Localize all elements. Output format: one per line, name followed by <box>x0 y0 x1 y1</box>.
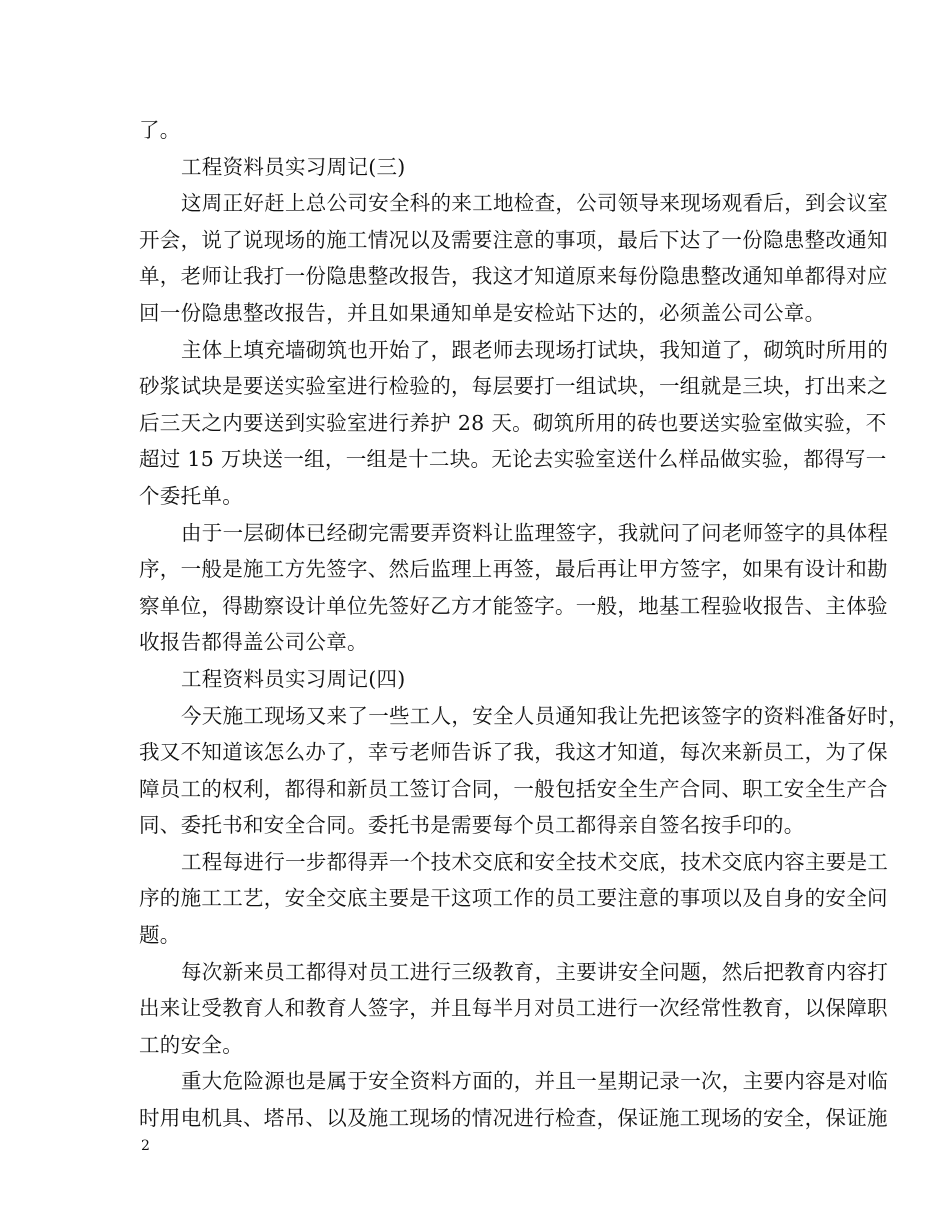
text-line: 了。 <box>139 118 181 142</box>
text-line: 单，老师让我打一份隐患整改报告，我这才知道原来每份隐患整改通知单都得对应 <box>139 264 888 289</box>
text-line: 砂浆试块是要送实验室进行检验的，每层要打一组试块，一组就是三块，打出来之 <box>139 374 888 399</box>
text-line: 察单位，得勘察设计单位先签好乙方才能签字。一般，地基工程验收报告、主体验 <box>139 593 888 618</box>
document-body <box>139 112 909 1137</box>
text-line: 收报告都得盖公司公章。 <box>139 630 368 655</box>
text-line: 出来让受教育人和教育人签字，并且每半月对员工进行一次经常性教育，以保障职 <box>139 996 888 1021</box>
text-line: 同、委托书和安全合同。委托书是需要每个员工都得亲自签名按手印的。 <box>139 813 805 838</box>
text-line: 工程每进行一步都得弄一个技术交底和安全技术交底，技术交底内容主要是工 <box>181 849 889 874</box>
text-line: 序，一般是施工方先签字、然后监理上再签，最后再让甲方签字，如果有设计和勘 <box>139 557 888 582</box>
text-line: 我又不知道该怎么办了，幸亏老师告诉了我，我这才知道，每次来新员工，为了保 <box>139 740 888 765</box>
text-line: 工的安全。 <box>139 1032 243 1057</box>
text-line: 工程资料员实习周记(四) <box>181 666 406 691</box>
text-line: 序的施工工艺，安全交底主要是干这项工作的员工要注意的事项以及自身的安全问 <box>139 886 888 911</box>
text-line: 题。 <box>139 923 181 948</box>
text-line: 重大危险源也是属于安全资料方面的，并且一星期记录一次，主要内容是对临 <box>181 1069 889 1094</box>
text-line: 个委托单。 <box>139 483 243 508</box>
text-line: 超过 15 万块送一组，一组是十二块。无论去实验室送什么样品做实验，都得写一 <box>139 447 887 472</box>
page-number: 2 <box>141 1138 150 1154</box>
text-line: 每次新来员工都得对员工进行三级教育，主要讲安全问题，然后把教育内容打 <box>181 959 889 984</box>
text-line: 开会，说了说现场的施工情况以及需要注意的事项，最后下达了一份隐患整改通知 <box>139 227 888 252</box>
text-line: 今天施工现场又来了一些工人，安全人员通知我让先把该签字的资料准备好时， <box>181 703 909 728</box>
text-line: 时用电机具、塔吊、以及施工现场的情况进行检查，保证施工现场的安全，保证施 <box>139 1106 888 1131</box>
text-line: 工程资料员实习周记(三) <box>181 154 406 179</box>
text-line: 后三天之内要送到实验室进行养护 28 天。砌筑所用的砖也要送实验室做实验，不 <box>139 410 887 435</box>
text-line: 由于一层砌体已经砌完需要弄资料让监理签字，我就问了问老师签字的具体程 <box>181 520 889 545</box>
text-line: 主体上填充墙砌筑也开始了，跟老师去现场打试块，我知道了，砌筑时所用的 <box>181 337 889 362</box>
text-line: 回一份隐患整改报告，并且如果通知单是安检站下达的，必须盖公司公章。 <box>139 300 826 325</box>
text-line: 障员工的权利，都得和新员工签订合同，一般包括安全生产合同、职工安全生产合 <box>139 776 888 801</box>
text-line: 这周正好赶上总公司安全科的来工地检查，公司领导来现场观看后，到会议室 <box>181 191 889 216</box>
